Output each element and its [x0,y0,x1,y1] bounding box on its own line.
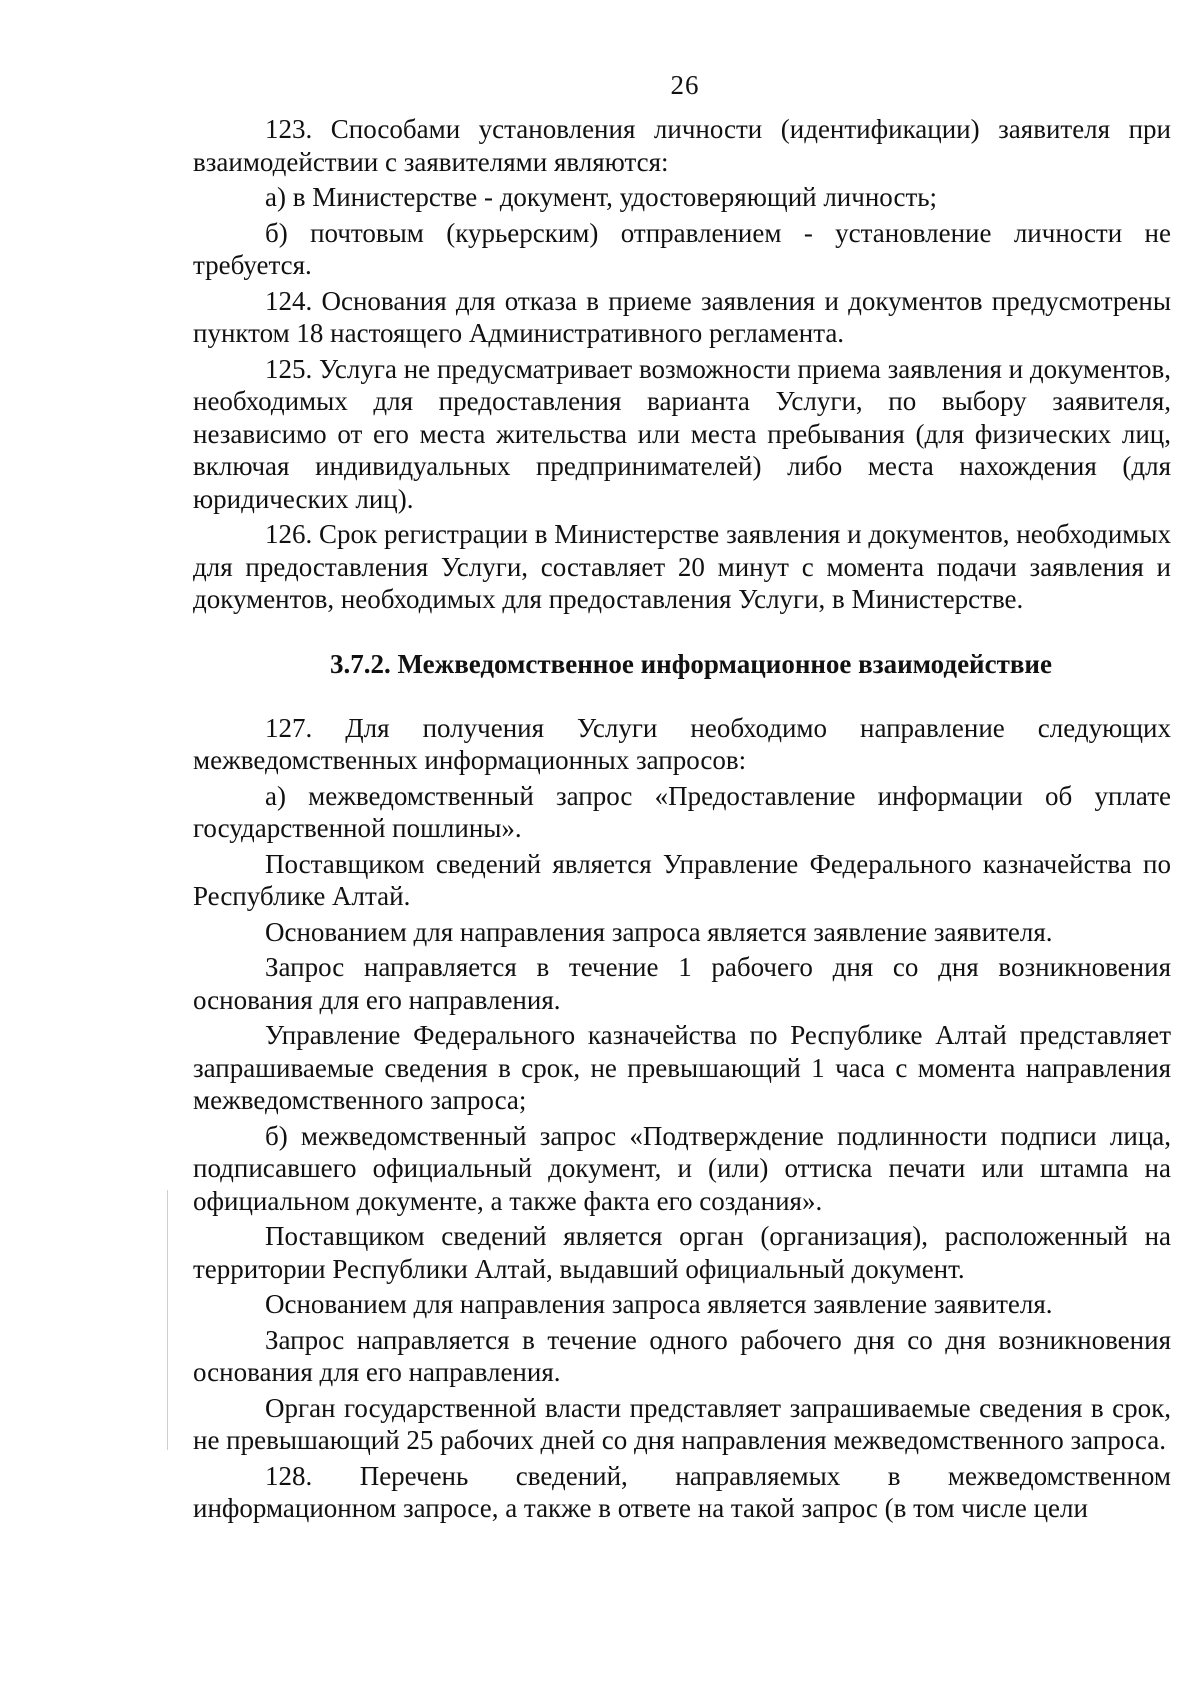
paragraph-125: 125. Услуга не предусматривает возможности приема заявления и документов, необходимых для предоставления варианта Услуги, по выбору заявителя, независимо от его места жительства или места пребывания (для физических лиц, включая индивидуальных предпринимателей) либо места нахождения (для юридических лиц). [193,353,1171,514]
paragraph-124: 124. Основания для отказа в приеме заявления и документов предусмотрены пунктом 18 настоящего Административного регламента. [193,285,1171,348]
paragraph-127a-provider: Поставщиком сведений является Управление Федерального казначейства по Республике Алтай. [193,848,1171,911]
paragraph-127b-basis: Основанием для направления запроса является заявление заявителя. [265,1289,1053,1319]
page-number: 26 [670,70,700,100]
paragraph-127b-provider: Поставщиком сведений является орган (организация), расположенный на территории Республики Алтай, выдавший официальный документ. [193,1221,1171,1284]
paragraph-127a-basis: Основанием для направления запроса является заявление заявителя. [265,916,1053,947]
scan-edge-line [167,1190,168,1450]
paragraph-123: 123. Способами установления личности (идентификации) заявителя при взаимодействии с заявителями являются: [193,114,1171,177]
paragraph-127b-response: Орган государственной власти представляет запрашиваемые сведения в срок, не превышающий 25 рабочих дней со дня направления межведомственного запроса. [193,1392,1171,1455]
section-heading: 3.7.2. Межведомственное информационное взаимодействие [330,648,1052,679]
paragraph-127a: а) межведомственный запрос «Предоставление информации об уплате государственной пошлины». [193,780,1171,843]
paragraph-127a-term: Запрос направляется в течение 1 рабочего дня со дня возникновения основания для его направления. [193,952,1171,1015]
paragraph-127: 127. Для получения Услуги необходимо направление следующих межведомственных информационных запросов: [193,712,1171,775]
document-body [193,113,1171,1525]
paragraph-127b-term: Запрос направляется в течение одного рабочего дня со дня возникновения основания для его направления. [193,1324,1171,1387]
paragraph-128: 128. Перечень сведений, направляемых в межведомственном информационном запросе, а также в ответе на такой запрос (в том числе цели [193,1460,1171,1523]
paragraph-127b: б) межведомственный запрос «Подтверждение подлинности подписи лица, подписавшего официальный документ, и (или) оттиска печати или штампа на официальном документе, а также факта его создания». [193,1120,1171,1216]
paragraph-126: 126. Срок регистрации в Министерстве заявления и документов, необходимых для предоставления Услуги, составляет 20 минут с момента подачи заявления и документов, необходимых для предоставления Услуги, в Министерстве. [193,519,1171,614]
paragraph-123b: б) почтовым (курьерским) отправлением - установление личности не требуется. [193,217,1171,280]
paragraph-127a-response: Управление Федерального казначейства по Республике Алтай представляет запрашиваемые сведения в срок, не превышающий 1 часа с момента направления межведомственного запроса; [193,1020,1171,1115]
paragraph-123a: а) в Министерстве - документ, удостоверяющий личность; [265,182,938,212]
